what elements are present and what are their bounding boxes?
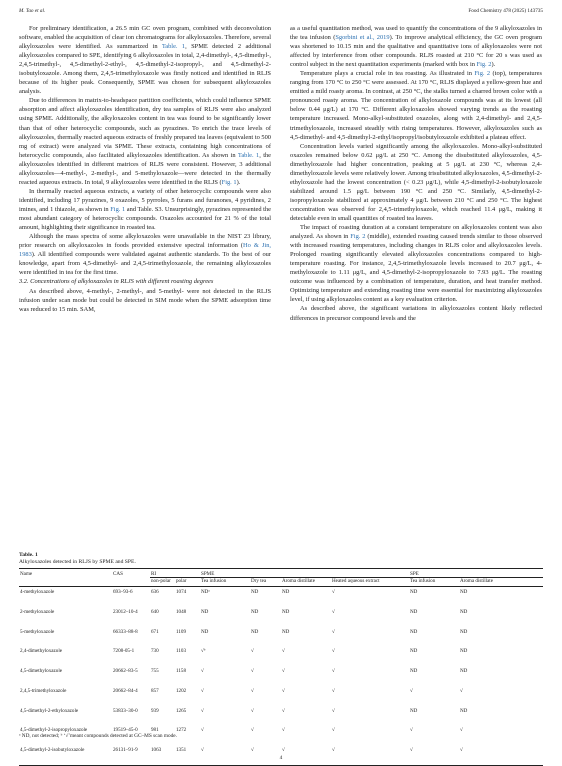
- table-cell: ND: [410, 707, 418, 714]
- table-cell: 755: [151, 668, 159, 675]
- table-cell: √: [410, 687, 413, 694]
- table-cell: 640: [151, 609, 159, 616]
- table-cell: √: [282, 687, 285, 694]
- col-header: Name: [19, 569, 112, 578]
- citation-link[interactable]: Ho & Jin, 1983: [19, 242, 271, 259]
- paragraph: Temperature plays a crucial role in tea roasting. As illustrated in Fig. 2 (top), temperatures ranging from 170 °C to 250 °C were assessed. At 170 °C, RLJS displayed a yellow-green hue and emitted a mild roasty aroma. In contrast, at 250 °C, the stalks turned a charred brown color with a pronounced roasty aroma. The concentration of alkyloxazole compounds was at its lowest (all below 0.44 μg/L) at 170 °C. Different alkyloxazoles showed varying trends as the roasting temperature increased. Mono-alkyl-substituted oxazoles, along with 2,4-dimethyl- and 2,4,5-trimethyloxazole, increased steadily with rising temperatures. However, alkyloxazoles such as 4,5-dimethyl- and 4,5-dimethyl-2-ethyl/isopropyl/isobutyloxazole exhibited a plateau effect.: [290, 70, 542, 141]
- table-cell: 19519–45-0: [113, 727, 138, 734]
- table-cell: 1103: [176, 648, 186, 655]
- table-footnote: ᵃ ND, not detected; ᵇ ‘√’meant compounds detected at GC–MS scan mode.: [19, 733, 177, 739]
- table-cell: √: [332, 707, 335, 714]
- table-cell: √: [282, 727, 285, 734]
- col-subheader: Tea infusion: [409, 578, 459, 587]
- table-cell: 4-methyloxazole: [20, 589, 55, 596]
- table-row: [19, 706, 543, 726]
- col-header: [250, 569, 281, 578]
- paragraph: The impact of roasting duration at a constant temperature on alkyloxazoles content was also analyzed. As shown in Fig. 2 (middle), extended roasting caused trends similar to those observed with increased roasting temperatures, including changes in RLJS color and alkyloxazoles levels. Prolonged roasting significantly elevated alkyloxazoles concentrations compared to high-temperature roasting. For instance, 2,4,5-trimethyloxazole levels increased to 20.7 μg/L, 4-methyloxazole to 1.11 μg/L, and 4,5-dimethyl-2-isopropyloxazole to 7.93 μg/L. The roasting outcome was influenced by a combination of temperature, duration, and heat transfer method. Optimizing temperature and extending roasting time were essential for maximizing alkyloxazoles level, if using alkyloxazoles content as a key evaluation criterion.: [290, 224, 543, 304]
- col-subheader: [19, 578, 112, 587]
- table-1-link[interactable]: Table. 1: [161, 43, 186, 51]
- table-cell: ND: [410, 668, 418, 675]
- table-cell: 53833–30-0: [113, 707, 138, 714]
- table-row: [19, 646, 543, 666]
- table-cell: √: [201, 687, 204, 694]
- table-cell: √: [251, 668, 254, 675]
- table-cell: ND: [251, 609, 259, 616]
- table-cell: ND: [410, 648, 418, 655]
- paragraph: Due to differences in matrix-to-headspace partition coefficients, which could influence SPME absorption and affect alkyloxazoles identification, dry tea samples of RLJS were also analyzed using SPME. Additionally, the alkyloxazoles content in tea was found to be significantly lower than that of other heterocyclic compounds, such as pyrazines. To enrich the trace levels of alkyloxazoles, thermally reacted aqueous extracts of freshly prepared tea leaves (equivalent to 500 mg of extract) were analyzed via SPME. These extracts, containing high concentrations of heterocyclic compounds, also facilitated alkyloxazoles identification. As shown in Table. 1, the alkyloxazoles identified in different matrices of RLJS were consistent. However, 3 additional alkyloxazoles—4-methyl-, 2-methyl-, and 5-methyloxazole—were detected in the thermally reacted aqueous extracts. In total, 9 alkyloxazoles were identified in the RLJS (Fig. 1).: [19, 97, 271, 186]
- table-cell: √: [332, 589, 335, 596]
- paragraph: Although the mass spectra of some alkyloxazoles were unavailable in the NIST 23 library, prior research on alkyloxazoles in foods provided extensive spectral information (Ho & Jin, 1983). All identified compounds were validated against authentic standards. To the best of our knowledge, apart from 4,5-dimethyl- and 2,4,5-trimethyloxazole, the remaining alkyloxazoles were identified in tea for the first time.: [19, 233, 271, 277]
- table-row: [19, 686, 543, 706]
- table-cell: ND: [410, 609, 418, 616]
- left-column: [19, 24, 271, 314]
- table-cell: √: [460, 687, 463, 694]
- table-cell: 671: [151, 628, 159, 635]
- col-header: SPME: [200, 569, 250, 578]
- table-cell: ND: [282, 609, 290, 616]
- table-cell: 23012–10-4: [113, 609, 138, 616]
- col-subheader: Tea infusion: [200, 578, 250, 587]
- paragraph: As described above, the significant variations in alkyloxazoles content likely reflected differences in precursor compound levels and the: [290, 305, 542, 322]
- table-cell: 1272: [176, 727, 187, 734]
- table-cell: 981: [151, 727, 159, 734]
- col-header: [175, 569, 200, 578]
- table-cell: 939: [151, 707, 159, 714]
- table-cell: 2,4-dimethyloxazole: [20, 648, 63, 655]
- col-subheader: Dry tea: [250, 578, 281, 587]
- table-cell: NDᵃ: [201, 589, 210, 596]
- table-cell: √: [281, 745, 331, 765]
- table-cell: ND: [201, 609, 209, 616]
- table-cell: √: [251, 707, 254, 714]
- section-heading: 3.2. Concentrations of alkyloxazoles in RLJS with different roasting degrees: [19, 278, 214, 286]
- table-cell: √: [251, 687, 254, 694]
- table-row: [19, 587, 543, 607]
- table-title: Table. 1: [19, 552, 38, 558]
- col-subheader: non-polar: [150, 578, 175, 587]
- table-cell: √: [332, 609, 335, 616]
- table-cell: √: [282, 668, 285, 675]
- fig-2-link[interactable]: Fig. 2: [474, 70, 491, 78]
- table-cell: √: [332, 687, 335, 694]
- paragraph: For preliminary identification, a 26.5 min GC oven program, combined with deconvolution software, enabled the acquisition of clear ion chromatograms for alkyloxazoles. Therefore, several alkyloxazoles were identified. As summarized in Table. 1, SPME detected 2 additional alkyloxazoles compared to SPE, identifying 6 alkyloxazoles in total, 2,4-dimethyl-, 4,5-dimethyl-, 2,4,5-trimethyl-, 4,5-dimethyl-2-ethyl-, 4,5-dimethyl-2-isopropyl-, and 4,5-dimethyl-2-isobutyloxazole. Among them, 2,4,5-trimethyloxazole was firstly noticed and identified in RLJS because of its higher peak. Consequently, SPME was chosen for subsequent alkyloxazoles analysis.: [19, 25, 271, 96]
- table-cell: √: [251, 648, 254, 655]
- table-cell: 693–93-6: [113, 589, 133, 596]
- table-cell: 1202: [176, 687, 187, 694]
- header-journal: Food Chemistry 478 (2025) 143735: [468, 8, 543, 14]
- table-1-link[interactable]: Table. 1: [237, 151, 260, 159]
- fig-2-link[interactable]: Fig. 2: [350, 233, 366, 241]
- table-cell: ND: [460, 707, 468, 714]
- table-cell: ND: [282, 589, 290, 596]
- table-cell: ND: [410, 628, 418, 635]
- right-column: [290, 24, 542, 323]
- table-cell: √: [460, 727, 463, 734]
- table-cell: ND: [251, 628, 259, 635]
- col-header: [281, 569, 331, 578]
- col-header: RI: [150, 569, 175, 578]
- citation-link[interactable]: Sgorbini et al., 2019: [335, 34, 390, 42]
- table-cell: √: [332, 668, 335, 675]
- col-header: CAS: [112, 569, 150, 578]
- table-cell: ND: [460, 648, 468, 655]
- table-cell: 4,5-dimethyl-2-ethyloxazole: [20, 707, 79, 714]
- table-cell: √: [331, 745, 409, 765]
- table-cell: √: [410, 727, 413, 734]
- table-cell: 1158: [176, 668, 186, 675]
- table-row: [19, 607, 543, 627]
- col-subheader: [112, 578, 150, 587]
- fig-1-link[interactable]: Fig. 1: [110, 205, 126, 213]
- col-header: [459, 569, 543, 578]
- col-header: [331, 569, 409, 578]
- table-cell: 4,5-dimethyl-2-isobutyloxazole: [19, 745, 112, 765]
- table-cell: 1109: [176, 628, 186, 635]
- table-cell: 857: [151, 687, 159, 694]
- table-cell: 2,4,5-trimethyloxazole: [20, 687, 67, 694]
- col-subheader: Heated aqueous extract: [331, 578, 409, 587]
- table-cell: 730: [151, 648, 159, 655]
- table-cell: 4,5-dimethyl-2-isopropyloxazole: [20, 727, 88, 734]
- table-cell: ND: [460, 668, 468, 675]
- table-cell: 26131–91-9: [112, 745, 150, 765]
- table-cell: ND: [251, 589, 259, 596]
- table-cell: √: [250, 745, 281, 765]
- table-cell: √ᵇ: [201, 648, 206, 655]
- paragraph: Concentration levels varied significantly among the alkyloxazoles. Mono-alkyl-substituted oxazoles remained below 0.62 μg/L at 250 °C. Among the disubstituted alkyloxazoles, 4,5-dimethyloxazole had higher concentration, peaking at 5 μg/L at 230 °C, whereas 2,4-dimethyloxazole levels were relatively lower. Among trisubstituted alkyloxazoles, 4,5-dimethyl-2-ethyloxazole had the lowest concentration (< 0.23 μg/L), while 4,5-dimethyl-2-isobutyloxazole stabilized around 1.5 μg/L between 190 °C and 250 °C. Similarly, 4,5-dimethyl-2-isopropyloxazole stabilized at approximately 4 μg/L between 210 °C and 250 °C. The highest concentration was observed for 2,4,5-trimethyloxazole, which reached 11.4 μg/L, making it detectable even in small quantities of roasted tea leaves.: [290, 142, 542, 222]
- paragraph: as a useful quantitation method, was used to quantify the concentrations of the 9 alkyloxazoles in the tea infusion (Sgorbini et al., 2019). To improve analytical efficiency, the GC oven program was shortened to 10.15 min and the qualitative and quantitative ions of alkyloxazoles were not affected by interference from other compounds. RLJS roasted at 210 °C for 20 s was used as control subject in the next quantitation experiments (marked with box in Fig. 2).: [290, 25, 543, 69]
- fig-1-link[interactable]: Fig. 1: [221, 178, 237, 186]
- col-subheader: Aroma distillate: [281, 578, 331, 587]
- table-cell: 636: [151, 589, 159, 596]
- table-cell: 1351: [175, 745, 200, 765]
- table-cell: √: [200, 745, 250, 765]
- table-cell: √: [201, 668, 204, 675]
- table-cell: ND: [460, 628, 468, 635]
- table-cell: 2-methyloxazole: [20, 609, 55, 616]
- table-cell: √: [332, 628, 335, 635]
- table-cell: √: [201, 707, 204, 714]
- header-authors: M. Tao et al.: [19, 8, 46, 14]
- page-number: 4: [279, 755, 283, 761]
- table-cell: ND: [282, 628, 290, 635]
- table-cell: ND: [201, 628, 209, 635]
- table-cell: √: [282, 707, 285, 714]
- table-cell: 1063: [150, 745, 175, 765]
- table-cell: √: [251, 727, 254, 734]
- table-cell: √: [459, 745, 543, 765]
- table-cell: 7208-05-1: [113, 648, 135, 655]
- table-cell: 1048: [176, 609, 187, 616]
- table-cell: 20662–83-5: [113, 668, 138, 675]
- table-cell: 20662–84-4: [113, 687, 138, 694]
- table-row: [19, 666, 543, 686]
- paragraph: In thermally reacted aqueous extracts, a variety of other heterocyclic compounds were also identified, including 17 pyrazines, 9 oxazoles, 5 pyrroles, 5 furans and furanones, 4 pyridines, 2 imines, and 1 thiazole, as shown in Fig. 1 and Table. S3. Unsurprisingly, pyrazines represented the most abundant category of heterocyclic compounds. Oxazoles accounted for 21 % of the total amount, highlighting their significance in roasted tea.: [19, 187, 271, 232]
- table-caption: Alkyloxazoles detected in RLJS by SPME and SPE.: [19, 559, 136, 565]
- table-cell: √: [332, 727, 335, 734]
- table-cell: √: [201, 727, 204, 734]
- table-row: [19, 627, 543, 647]
- col-header: SPE: [409, 569, 459, 578]
- table-cell: ND: [410, 589, 418, 596]
- fig-2-link[interactable]: Fig. 2: [476, 61, 492, 69]
- table-cell: 66333–88-8: [113, 628, 138, 635]
- paragraph: As described above, 4-methyl-, 2-methyl-, and 5-methyl- were not detected in the RLJS infusion under scan mode but could be detected in SIM mode when the SPME adsorption time was reduced to 15 min. SAM,: [19, 287, 271, 313]
- table-cell: √: [282, 648, 285, 655]
- col-subheader: polar: [175, 578, 200, 587]
- col-subheader: Aroma distillate: [459, 578, 543, 587]
- table-cell: 1265: [176, 707, 187, 714]
- table-cell: ND: [460, 589, 468, 596]
- table-cell: 1074: [176, 589, 187, 596]
- table-cell: ND: [460, 609, 468, 616]
- table-cell: 4,5-dimethyloxazole: [20, 668, 63, 675]
- table-cell: 5-methyloxazole: [20, 628, 55, 635]
- table-cell: √: [332, 648, 335, 655]
- table-cell: √: [409, 745, 459, 765]
